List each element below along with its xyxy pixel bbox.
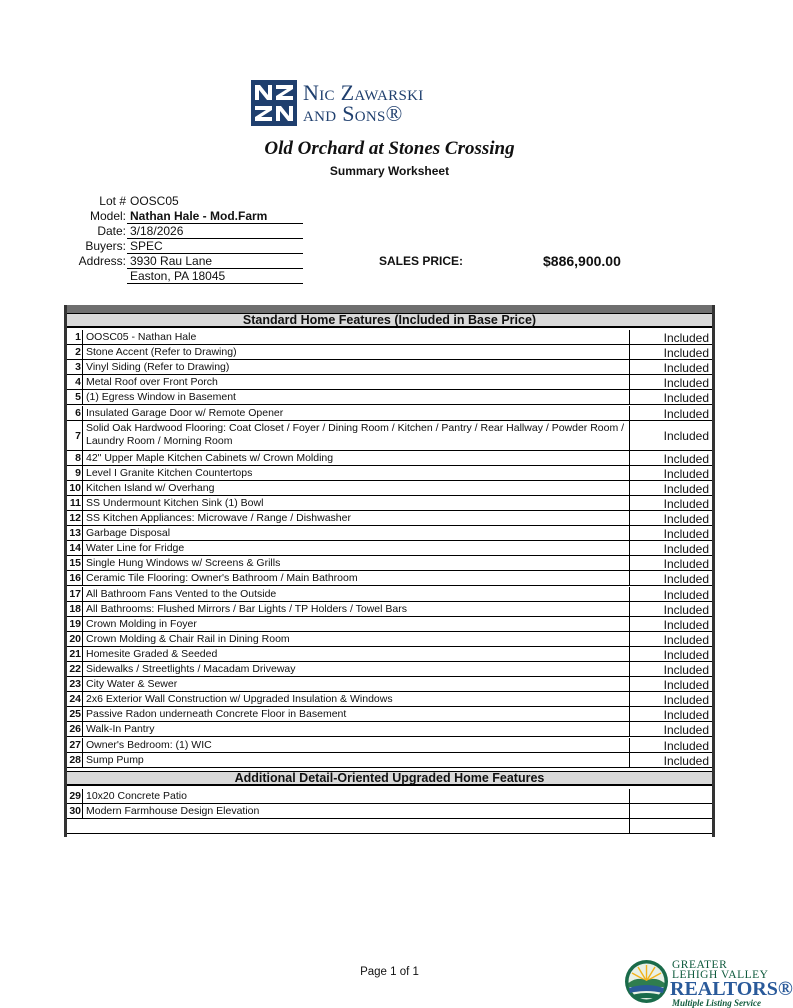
- lot-label: Lot #: [99, 194, 126, 208]
- table-row: [67, 632, 712, 647]
- row-number: 13: [67, 526, 83, 540]
- table-row: [67, 753, 712, 768]
- row-description: Ceramic Tile Flooring: Owner's Bathroom / Main Bathroom: [84, 571, 630, 585]
- table-row: [67, 481, 712, 496]
- row-status: Included: [663, 602, 709, 617]
- table-row: [67, 390, 712, 405]
- row-number: 1: [67, 330, 83, 344]
- row-status: Included: [663, 572, 709, 587]
- table-row: [67, 722, 712, 737]
- brand-line-1: Nic Zawarski: [303, 80, 424, 105]
- row-number: 12: [67, 511, 83, 525]
- date-value: 3/18/2026: [127, 224, 303, 239]
- table-row: [67, 789, 712, 804]
- row-description: 2x6 Exterior Wall Construction w/ Upgraded Insulation & Windows: [84, 692, 630, 706]
- row-status: Included: [663, 663, 709, 677]
- row-status: Included: [663, 406, 709, 421]
- row-description: Metal Roof over Front Porch: [84, 375, 630, 389]
- lot-value: OOSC05: [130, 194, 179, 208]
- table-row: [67, 496, 712, 511]
- row-status: Included: [663, 346, 709, 361]
- row-number: 16: [67, 571, 83, 585]
- row-description: Garbage Disposal: [84, 526, 630, 540]
- row-number: 30: [67, 804, 83, 818]
- table-row: [67, 587, 712, 602]
- row-description: All Bathrooms: Flushed Mirrors / Bar Lights / TP Holders / Towel Bars: [84, 602, 630, 616]
- sales-price-value: $886,900.00: [543, 253, 621, 269]
- row-description: Owner's Bedroom: (1) WIC: [84, 738, 630, 752]
- table-row: [67, 345, 712, 360]
- sales-price-label: SALES PRICE:: [379, 254, 464, 268]
- row-status: Included: [663, 466, 709, 481]
- row-number: 17: [67, 587, 83, 601]
- table-row: [67, 541, 712, 556]
- row-description: Modern Farmhouse Design Elevation: [84, 804, 630, 818]
- glvr-logo: [624, 957, 793, 1008]
- table-row: [67, 692, 712, 707]
- blank-row-cell: [84, 819, 630, 833]
- brand-line-2: and Sons®: [303, 101, 403, 126]
- row-description: Kitchen Island w/ Overhang: [84, 481, 630, 495]
- row-description: Vinyl Siding (Refer to Drawing): [84, 360, 630, 374]
- address-line-2: Easton, PA 18045: [127, 269, 303, 284]
- row-number: 8: [67, 451, 83, 465]
- row-status: Included: [663, 647, 709, 662]
- row-status: Included: [663, 428, 709, 443]
- row-number: 24: [67, 692, 83, 706]
- row-number: 27: [67, 738, 83, 752]
- row-number: 3: [67, 360, 83, 374]
- row-number: 4: [67, 375, 83, 389]
- table-row: [67, 526, 712, 541]
- address-label: Address:: [78, 254, 126, 268]
- row-status: Included: [663, 496, 709, 511]
- row-number: 2: [67, 345, 83, 359]
- page-number: Page 1 of 1: [360, 966, 419, 978]
- row-description: Water Line for Fridge: [84, 541, 630, 555]
- buyers-label: Buyers:: [85, 239, 126, 253]
- row-number: 9: [67, 466, 83, 480]
- row-number: 29: [67, 789, 83, 803]
- model-value: Nathan Hale - Mod.Farm: [127, 209, 303, 224]
- brand-name: [303, 82, 424, 124]
- row-status: [630, 804, 712, 818]
- row-status: Included: [663, 723, 709, 738]
- row-number: 5: [67, 390, 83, 404]
- row-description: Sidewalks / Streetlights / Macadam Driveway: [84, 662, 630, 676]
- nz-monogram-icon: [251, 80, 297, 126]
- row-status: Included: [663, 527, 709, 542]
- row-number: 28: [67, 753, 83, 767]
- row-description: Crown Molding & Chair Rail in Dining Room: [84, 632, 630, 646]
- document-title: Old Orchard at Stones Crossing: [264, 138, 515, 159]
- table-row: [67, 451, 712, 466]
- row-status: Included: [663, 753, 709, 768]
- table-row: [67, 738, 712, 753]
- upgraded-features-heading: Additional Detail-Oriented Upgraded Home Features: [67, 771, 712, 786]
- row-number: 10: [67, 481, 83, 495]
- address-line-1: 3930 Rau Lane: [127, 254, 303, 269]
- row-description: Passive Radon underneath Concrete Floor in Basement: [84, 707, 630, 721]
- glvr-line-4: Multiple Listing Service: [672, 998, 761, 1008]
- table-row: [67, 375, 712, 390]
- row-status: Included: [663, 738, 709, 753]
- table-row: [67, 707, 712, 722]
- table-row: [67, 330, 712, 345]
- row-description: Insulated Garage Door w/ Remote Opener: [84, 406, 630, 420]
- table-row: [67, 804, 712, 819]
- row-status: Included: [663, 708, 709, 723]
- row-number: 20: [67, 632, 83, 646]
- row-description: OOSC05 - Nathan Hale: [84, 330, 630, 344]
- row-status: Included: [663, 678, 709, 693]
- row-number: 14: [67, 541, 83, 555]
- row-status: Included: [663, 557, 709, 572]
- row-description: Crown Molding in Foyer: [84, 617, 630, 631]
- row-description: Walk-In Pantry: [84, 722, 630, 736]
- row-number: 11: [67, 496, 83, 510]
- row-description: Sump Pump: [84, 753, 630, 767]
- row-description: SS Kitchen Appliances: Microwave / Range / Dishwasher: [84, 511, 630, 525]
- glvr-line-3: REALTORS®: [670, 978, 793, 1000]
- row-description: Solid Oak Hardwood Flooring: Coat Closet / Foyer / Dining Room / Kitchen / Pantry / Rear Hallway / Powder Room / Laundry Room / Morning Room: [84, 421, 630, 450]
- row-description: SS Undermount Kitchen Sink (1) Bowl: [84, 496, 630, 510]
- table-left-border: [64, 305, 67, 837]
- row-status: Included: [663, 331, 709, 345]
- row-description: All Bathroom Fans Vented to the Outside: [84, 587, 630, 601]
- row-number: 7: [67, 421, 83, 450]
- table-row: [67, 677, 712, 692]
- blank-row: [67, 819, 712, 834]
- table-row: [67, 406, 712, 421]
- document-subtitle: Summary Worksheet: [329, 164, 450, 178]
- row-status: Included: [663, 391, 709, 406]
- buyers-value: SPEC: [127, 239, 303, 254]
- row-status: Included: [663, 376, 709, 391]
- table-row: [67, 647, 712, 662]
- row-number: 19: [67, 617, 83, 631]
- row-description: Homesite Graded & Seeded: [84, 647, 630, 661]
- table-right-border: [712, 305, 715, 837]
- row-description: 42" Upper Maple Kitchen Cabinets w/ Crown Molding: [84, 451, 630, 465]
- row-status: Included: [663, 693, 709, 708]
- table-row: [67, 360, 712, 375]
- row-number: 15: [67, 556, 83, 570]
- table-top-bar: [64, 305, 715, 313]
- row-number: 23: [67, 677, 83, 691]
- row-number: 18: [67, 602, 83, 616]
- row-description: 10x20 Concrete Patio: [84, 789, 630, 803]
- row-description: Stone Accent (Refer to Drawing): [84, 345, 630, 359]
- row-status: Included: [663, 361, 709, 376]
- table-row: [67, 466, 712, 481]
- row-number: 25: [67, 707, 83, 721]
- model-label: Model:: [89, 209, 126, 223]
- table-row: [67, 662, 712, 677]
- company-logo: [251, 80, 476, 126]
- glvr-line-2: LEHIGH VALLEY: [672, 969, 769, 981]
- table-row: [67, 617, 712, 632]
- row-description: City Water & Sewer: [84, 677, 630, 691]
- table-row: [67, 511, 712, 526]
- standard-features-heading: Standard Home Features (Included in Base Price): [67, 313, 712, 328]
- row-description: (1) Egress Window in Basement: [84, 390, 630, 404]
- row-status: Included: [663, 542, 709, 557]
- sun-landscape-icon: [624, 959, 669, 1004]
- row-number: 21: [67, 647, 83, 661]
- row-status: Included: [663, 481, 709, 496]
- row-description: Single Hung Windows w/ Screens & Grills: [84, 556, 630, 570]
- table-row: [67, 571, 712, 586]
- glvr-line-1: GREATER: [672, 959, 728, 971]
- row-status: Included: [663, 451, 709, 466]
- row-status: Included: [663, 632, 709, 647]
- row-number: 22: [67, 662, 83, 676]
- row-status: [630, 789, 712, 803]
- table-row: [67, 556, 712, 571]
- row-number: 26: [67, 722, 83, 736]
- row-description: Level I Granite Kitchen Countertops: [84, 466, 630, 480]
- date-label: Date:: [97, 224, 126, 238]
- row-status: Included: [663, 587, 709, 602]
- row-status: Included: [663, 512, 709, 526]
- table-row: [67, 421, 712, 451]
- row-number: 6: [67, 406, 83, 420]
- table-row: [67, 602, 712, 617]
- features-table: [64, 305, 715, 837]
- row-status: Included: [663, 617, 709, 632]
